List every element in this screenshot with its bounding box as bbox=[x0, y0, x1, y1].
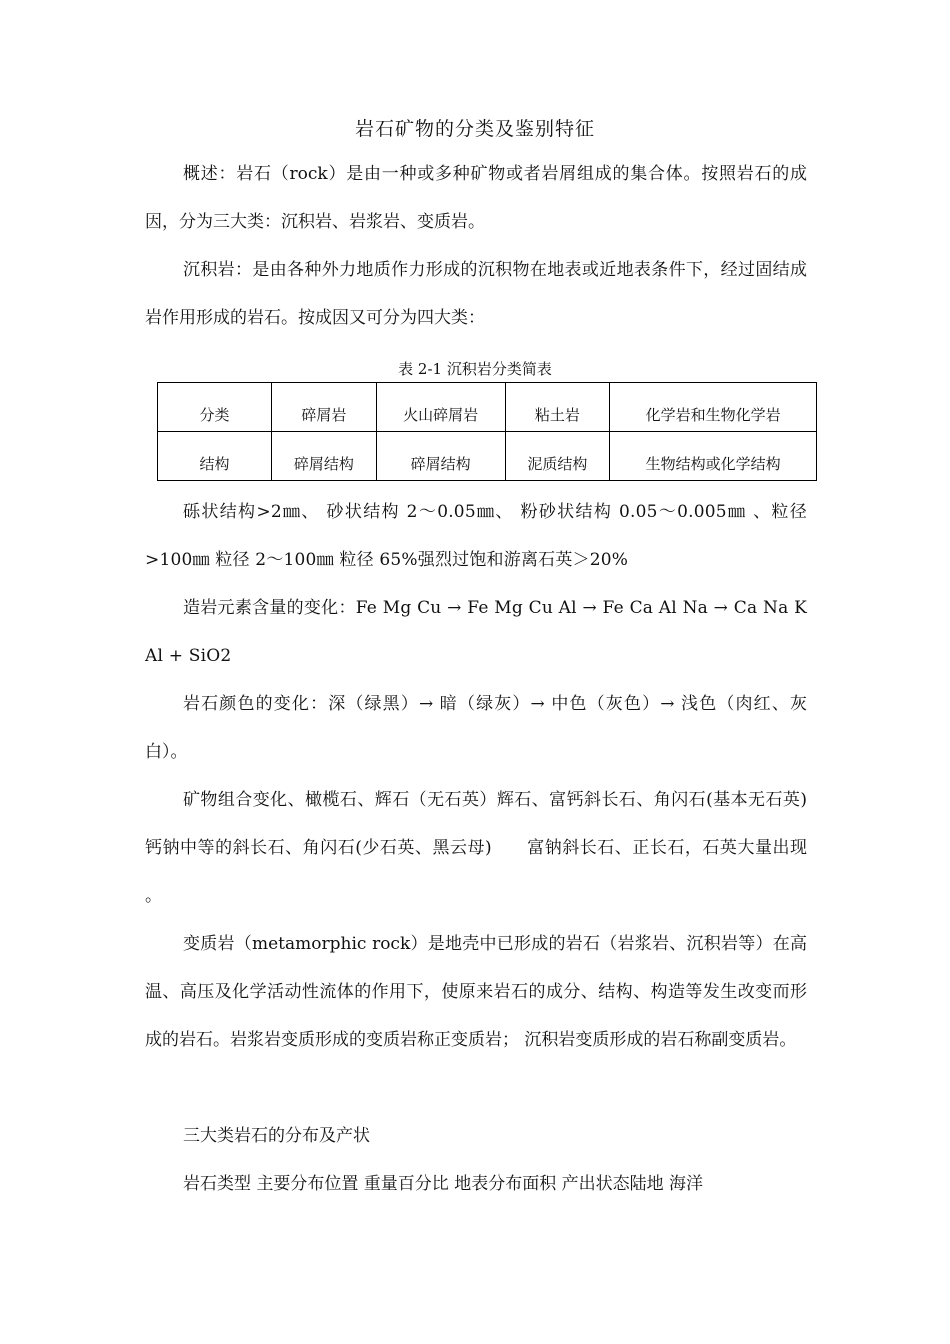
table-cell: 粘土岩 bbox=[505, 383, 610, 432]
table-cell: 分类 bbox=[158, 383, 272, 432]
distribution-columns: 岩石类型 主要分布位置 重量百分比 地表分布面积 产出状态陆地 海洋 bbox=[183, 1174, 704, 1194]
overview-paragraph: 概述：岩石（rock）是由一种或多种矿物或者岩屑组成的集合体。按照岩石的成因，分为三大类：沉积岩、岩浆岩、变质岩。 bbox=[145, 164, 807, 232]
table-cell: 生物结构或化学结构 bbox=[610, 432, 817, 481]
table-cell: 结构 bbox=[158, 432, 272, 481]
sedimentary-classification-table bbox=[157, 382, 817, 481]
table-caption: 表 2-1 沉积岩分类简表 bbox=[398, 360, 552, 378]
table-cell: 化学岩和生物化学岩 bbox=[610, 383, 817, 432]
colors-paragraph: 岩石颜色的变化：深（绿黑）→ 暗（绿灰）→ 中色（灰色）→ 浅色（肉红、灰白）。 bbox=[145, 694, 807, 762]
table-cell: 碎屑结构 bbox=[271, 432, 376, 481]
distribution-heading: 三大类岩石的分布及产状 bbox=[183, 1126, 370, 1146]
grain-size-paragraph: 砾状结构>2㎜、 砂状结构 2～0.05㎜、 粉砂状结构 0.05～0.005㎜ 、粒径>100㎜ 粒径 2～100㎜ 粒径 65%强烈过饱和游离石英＞20% bbox=[145, 502, 807, 570]
table-cell: 泥质结构 bbox=[505, 432, 610, 481]
sedimentary-paragraph: 沉积岩：是由各种外力地质作力形成的沉积物在地表或近地表条件下，经过固结成岩作用形成的岩石。按成因又可分为四大类： bbox=[145, 260, 807, 328]
table-cell: 碎屑结构 bbox=[376, 432, 505, 481]
table-row bbox=[158, 383, 817, 432]
minerals-paragraph: 矿物组合变化、橄榄石、辉石（无石英）辉石、富钙斜长石、角闪石(基本无石英) 钙钠中等的斜长石、角闪石(少石英、黑云母) 富钠斜长石、正长石，石英大量出现 。 bbox=[145, 790, 830, 906]
table-cell: 碎屑岩 bbox=[271, 383, 376, 432]
elements-paragraph: 造岩元素含量的变化：Fe Mg Cu → Fe Mg Cu Al → Fe Ca Al Na → Ca Na K Al + SiO2 bbox=[145, 598, 807, 666]
table-cell: 火山碎屑岩 bbox=[376, 383, 505, 432]
table-row bbox=[158, 432, 817, 481]
page-title: 岩石矿物的分类及鉴别特征 bbox=[354, 118, 595, 140]
metamorphic-paragraph: 变质岩（metamorphic rock）是地壳中已形成的岩石（岩浆岩、沉积岩等）在高温、高压及化学活动性流体的作用下，使原来岩石的成分、结构、构造等发生改变而形成的岩石。岩浆岩变质形成的变质岩称正变质岩； 沉积岩变质形成的岩石称副变质岩。 bbox=[145, 934, 807, 1050]
